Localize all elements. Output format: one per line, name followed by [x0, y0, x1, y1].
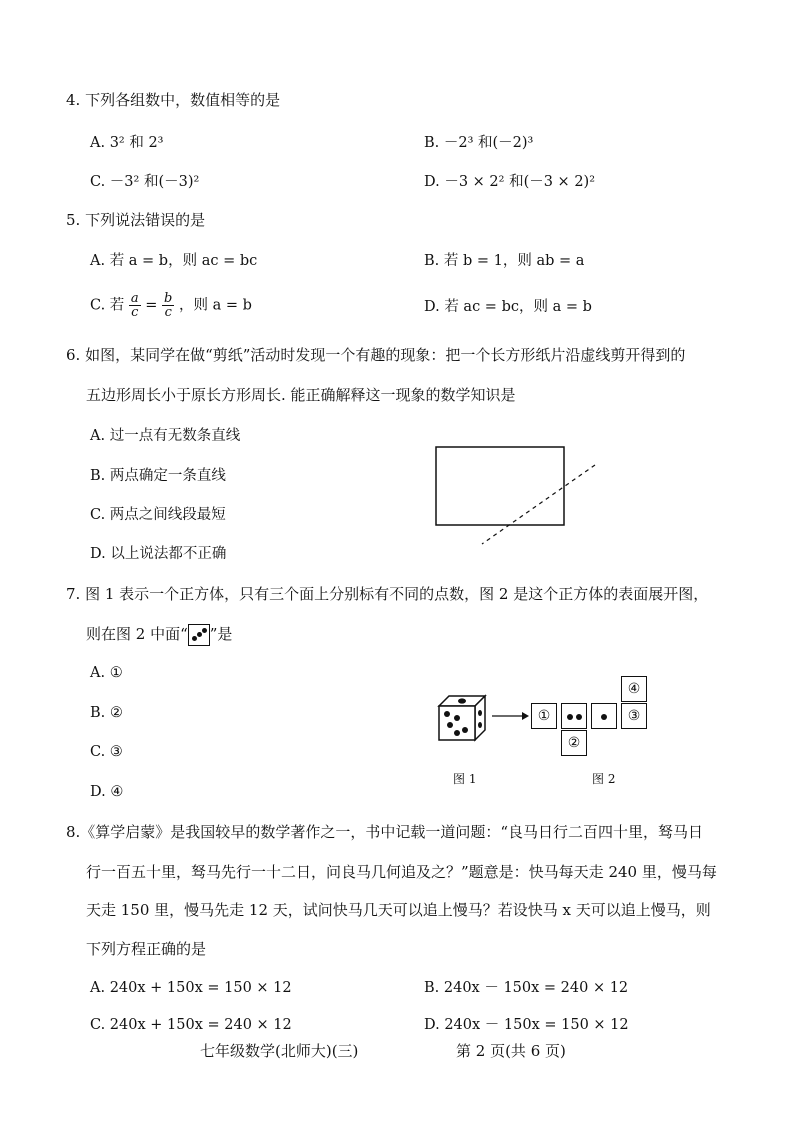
- q8-line3: 天走 150 里，慢马先走 12 天，试问快马几天可以追上慢马？若设快马 x 天可以追上慢马，则: [86, 901, 711, 919]
- q6-option-a: A. 过一点有无数条直线: [90, 428, 241, 444]
- q5-c-fraction-2: [162, 292, 174, 319]
- q4-option-a: A. 3² 和 2³: [90, 135, 164, 151]
- q8-option-b: B. 240x － 150x = 240 × 12: [424, 980, 629, 996]
- q6-rectangle-figure: [430, 440, 610, 550]
- q8-line2: 行一百五十里，驽马先行一十二日，问良马几何追及之？”题意是：快马每天走 240 里，慢马每: [86, 863, 717, 881]
- three-dot-face-icon: [188, 624, 210, 646]
- q4-stem: 4. 下列各组数中，数值相等的是: [66, 91, 281, 109]
- q7-stem-suffix: ”是: [209, 625, 233, 643]
- cube-front-dot: [454, 715, 460, 721]
- q7-option-c: C. ③: [90, 744, 123, 760]
- cube-top-dot: [458, 698, 466, 703]
- q8-option-c: C. 240x + 150x = 240 × 12: [90, 1017, 292, 1033]
- q6-option-c: C. 两点之间线段最短: [90, 507, 226, 523]
- q7-stem-line1: 7. 图 1 表示一个正方体，只有三个面上分别标有不同的点数，图 2 是这个正方体的表面展开图，: [66, 585, 709, 603]
- q7-option-a: A. ①: [90, 665, 123, 681]
- q5-c-fraction-1: [129, 292, 141, 319]
- q8-option-a: A. 240x + 150x = 150 × 12: [90, 980, 292, 996]
- footer-subject: 七年级数学(北师大)(三): [200, 1042, 359, 1060]
- q7-option-b: B. ②: [90, 705, 123, 721]
- fig2-caption: 图 2: [592, 772, 616, 786]
- net-cell-one-dot: [591, 703, 617, 729]
- net-cell-4: ④: [621, 676, 647, 702]
- cube-figure: [435, 692, 491, 744]
- q5-option-b: B. 若 b = 1，则 ab = a: [424, 253, 585, 269]
- cube-front-dot: [444, 711, 450, 717]
- rectangle-paper: [436, 447, 564, 525]
- fraction-numerator: b: [164, 291, 173, 306]
- footer-page-number: 第 2 页(共 6 页): [456, 1042, 566, 1060]
- q7-option-d: D. ④: [90, 784, 124, 800]
- q4-option-c: C. －3² 和(－3)²: [90, 174, 200, 190]
- cube-side-dot: [478, 710, 482, 716]
- cube-front-dot: [462, 727, 468, 733]
- q6-stem-line2: 五边形周长小于原长方形周长. 能正确解释这一现象的数学知识是: [86, 386, 516, 404]
- q5-c-prefix: C. 若: [90, 297, 125, 314]
- cube-side-dot: [478, 722, 482, 728]
- q5-c-suffix: ，则 a = b: [178, 297, 252, 314]
- q6-option-b: B. 两点确定一条直线: [90, 468, 226, 484]
- q6-stem-line1: 6. 如图，某同学在做“剪纸”活动时发现一个有趣的现象：把一个长方形纸片沿虚线剪开得到的: [66, 346, 686, 364]
- q6-option-d: D. 以上说法都不正确: [90, 546, 227, 562]
- q7-stem-line2: [86, 624, 232, 646]
- fraction-numerator: a: [130, 291, 139, 306]
- q5-stem: 5. 下列说法错误的是: [66, 211, 206, 229]
- q4-option-d: D. －3 × 2² 和(－3 × 2)²: [424, 174, 596, 190]
- cut-dashed-line: [482, 465, 595, 544]
- net-cell-3: ③: [621, 703, 647, 729]
- q8-option-d: D. 240x － 150x = 150 × 12: [424, 1017, 629, 1033]
- arrow-right-icon: [490, 706, 530, 726]
- q5-c-equals: =: [145, 297, 158, 314]
- net-cell-two-dots: [561, 703, 587, 729]
- cube-front-dot: [447, 722, 453, 728]
- q7-stem-prefix: 则在图 2 中面“: [86, 625, 188, 643]
- net-cell-1: ①: [531, 703, 557, 729]
- q8-line4: 下列方程正确的是: [86, 940, 207, 958]
- q5-option-c: [90, 292, 252, 319]
- fraction-denominator: c: [164, 305, 172, 320]
- q5-option-d: D. 若 ac = bc，则 a = b: [424, 299, 592, 315]
- cube-front-dot: [454, 730, 460, 736]
- q8-line1: 8.《算学启蒙》是我国较早的数学著作之一，书中记载一道问题：“良马日行二百四十里，驽马日: [66, 823, 703, 841]
- net-cell-2: ②: [561, 730, 587, 756]
- q5-option-a: A. 若 a = b，则 ac = bc: [90, 253, 258, 269]
- fig1-caption: 图 1: [453, 772, 477, 786]
- fraction-denominator: c: [131, 305, 139, 320]
- q4-option-b: B. －2³ 和(－2)³: [424, 135, 534, 151]
